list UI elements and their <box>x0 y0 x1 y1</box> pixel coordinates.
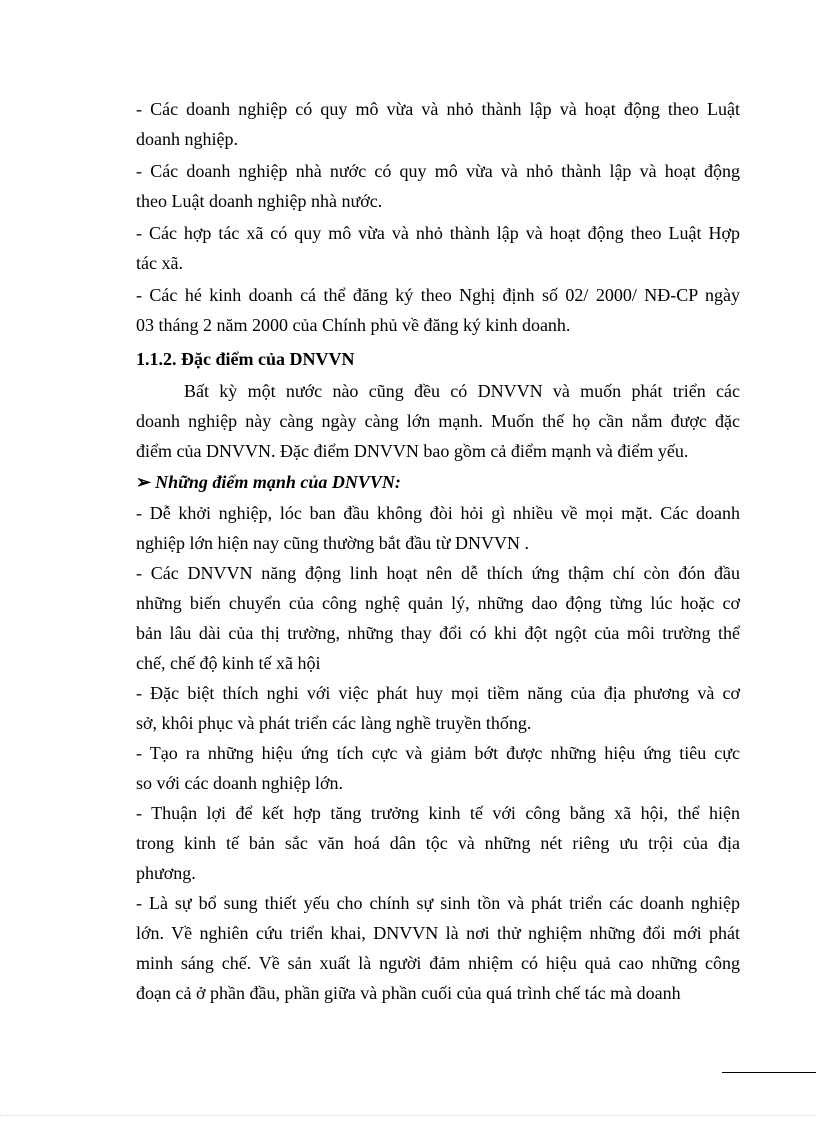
text-line: theo Luật doanh nghiệp nhà nước. <box>136 191 383 211</box>
text-line: 03 tháng 2 năm 2000 của Chính phủ về đăng ký kinh doanh. <box>136 315 571 335</box>
text-line: chế, chế độ kinh tế xã hội <box>136 653 321 673</box>
text-line: - Là sự bổ sung thiết yếu cho chính sự sinh tồn và phát triển các doanh nghiệp <box>136 893 740 913</box>
text-line: - Các hợp tác xã có quy mô vừa và nhỏ thành lập và hoạt động theo Luật Hợp <box>136 223 740 243</box>
text-line: so với các doanh nghiệp lớn. <box>136 773 343 793</box>
text-line: - Các hé kinh doanh cá thể đăng ký theo Nghị định số 02/ 2000/ NĐ-CP ngày <box>136 285 740 305</box>
list-item <box>136 280 740 340</box>
list-item <box>136 218 740 278</box>
text-line: doanh nghiệp. <box>136 129 238 149</box>
list-item <box>136 738 740 798</box>
text-line: trong kinh tế bản sắc văn hoá dân tộc và những nét riêng ưu trội của địa <box>136 833 740 853</box>
list-item <box>136 798 740 888</box>
list-item <box>136 888 740 1008</box>
list-item <box>136 94 740 154</box>
intro-list <box>136 94 740 342</box>
text-line: doanh nghiệp này càng ngày càng lớn mạnh. Muốn thế họ cần nắm được đặc <box>136 411 740 431</box>
footnote-separator <box>722 1072 816 1073</box>
text-line: - Các DNVVN năng động linh hoạt nên dễ thích ứng thậm chí còn đón đầu <box>136 563 740 583</box>
section-heading: 1.1.2. Đặc điểm của DNVVN <box>136 349 355 369</box>
list-item <box>136 678 740 738</box>
strengths-heading <box>136 466 740 498</box>
list-item <box>136 156 740 216</box>
text-line: những biến chuyển của công nghệ quản lý, những dao động từng lúc hoặc cơ <box>136 593 740 613</box>
text-line: - Tạo ra những hiệu ứng tích cực và giảm bớt được những hiệu ứng tiêu cực <box>136 743 740 763</box>
text-line: bản lâu dài của thị trường, những thay đổi có khi đột ngột của môi trường thể <box>136 623 740 643</box>
text-line: sở, khôi phục và phát triển các làng nghề truyền thống. <box>136 713 532 733</box>
text-line: - Đặc biệt thích nghi với việc phát huy mọi tiềm năng của địa phương và cơ <box>136 683 740 703</box>
text-line: lớn. Về nghiên cứu triển khai, DNVVN là nơi thử nghiệm những đổi mới phát <box>136 923 740 943</box>
list-item <box>136 558 740 678</box>
text-line: - Các doanh nghiệp có quy mô vừa và nhỏ thành lập và hoạt động theo Luật <box>136 99 740 119</box>
strengths-heading-text: Những điểm mạnh của DNVVN: <box>155 472 401 492</box>
strengths-list <box>136 498 740 1008</box>
text-line: - Thuận lợi để kết hợp tăng trưởng kinh tế với công bằng xã hội, thể hiện <box>136 803 740 823</box>
text-line: - Các doanh nghiệp nhà nước có quy mô vừa và nhỏ thành lập và hoạt động <box>136 161 740 181</box>
text-line: minh sáng chế. Về sản xuất là người đảm nhiệm có hiệu quả cao những công <box>136 953 740 973</box>
text-line: phương. <box>136 863 196 883</box>
text-line: tác xã. <box>136 253 183 273</box>
page-boundary <box>0 1115 816 1116</box>
text-line: nghiệp lớn hiện nay cũng thường bắt đầu từ DNVVN . <box>136 533 529 553</box>
document-page <box>136 94 740 1008</box>
section-intro-paragraph <box>136 376 740 466</box>
text-line: đoạn cả ở phần đầu, phần giữa và phần cuối của quá trình chế tác mà doanh <box>136 983 681 1003</box>
text-line: điểm của DNVVN. Đặc điểm DNVVN bao gồm cả điểm mạnh và điểm yếu. <box>136 441 689 461</box>
arrow-bullet-icon: ➢ <box>136 472 152 492</box>
list-item <box>136 498 740 558</box>
text-line: Bất kỳ một nước nào cũng đều có DNVVN và muốn phát triển các <box>184 381 740 401</box>
text-line: - Dễ khởi nghiệp, lóc ban đầu không đòi hỏi gì nhiều về mọi mặt. Các doanh <box>136 503 740 523</box>
